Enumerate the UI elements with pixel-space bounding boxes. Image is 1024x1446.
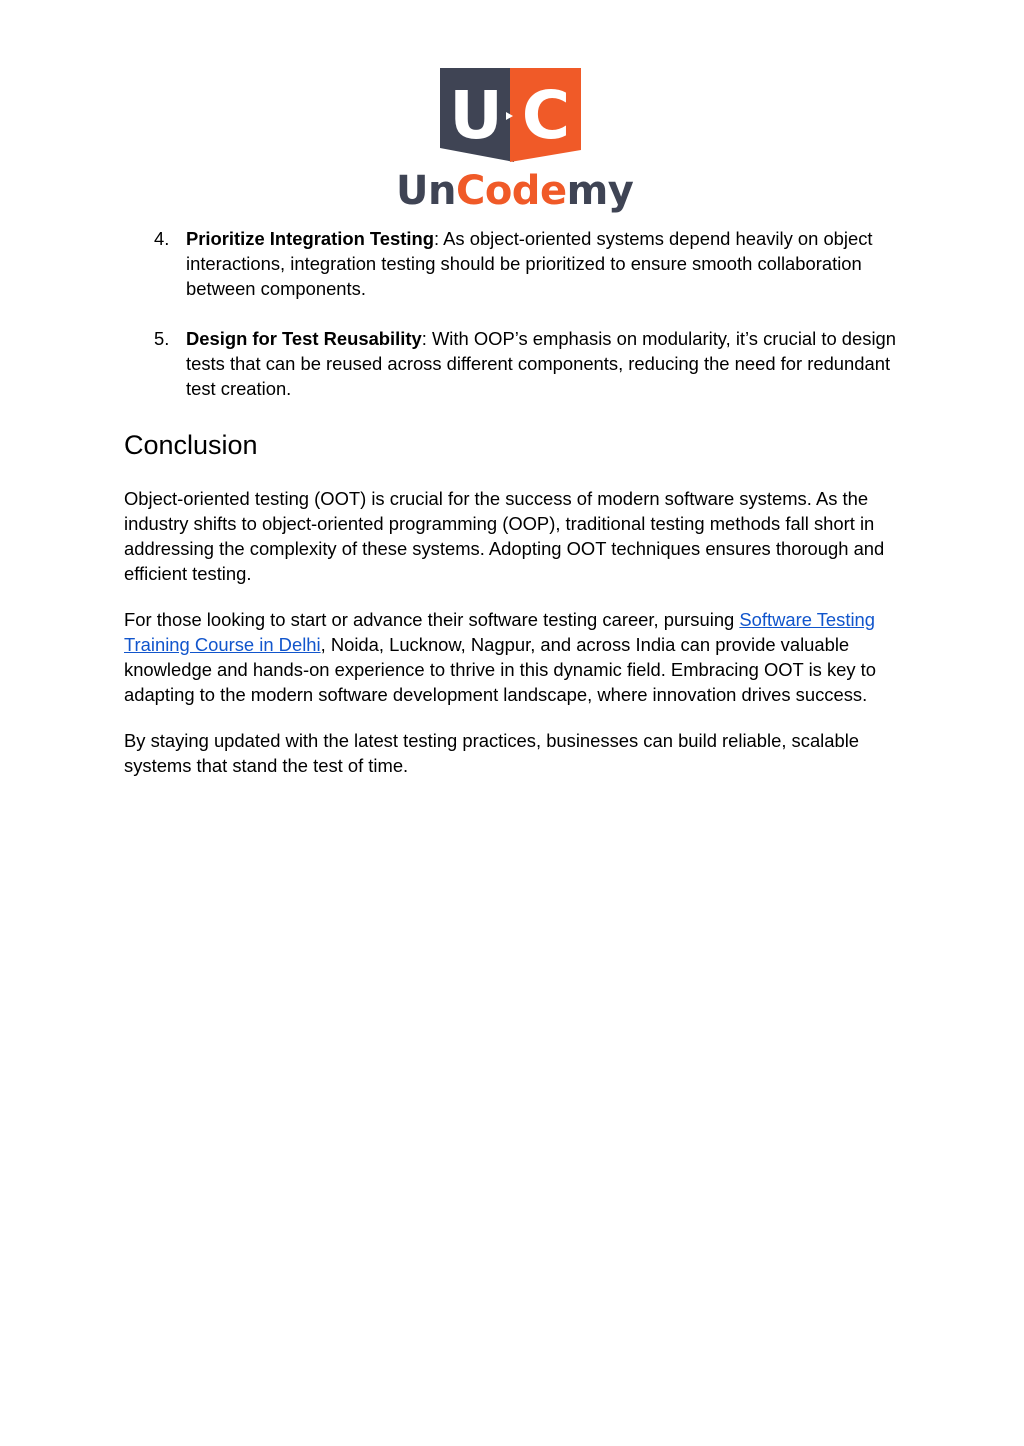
list-item-number: 4.	[154, 228, 170, 249]
numbered-list	[124, 226, 904, 401]
document-body	[124, 226, 904, 799]
wordmark-part-un: Un	[396, 168, 456, 214]
list-item-title: Prioritize Integration Testing	[186, 228, 434, 249]
section-heading: Conclusion	[124, 430, 258, 460]
list-item-number: 5.	[154, 328, 170, 349]
uncodemy-logo	[396, 66, 634, 216]
wordmark-part-code: Code	[455, 168, 567, 214]
list-item-title: Design for Test Reusability	[186, 328, 422, 349]
wordmark-part-my: my	[566, 168, 634, 214]
paragraph-course-after: , Noida, Lucknow, Nagpur, and across India can provide valuable knowledge and hands-on experience to thrive in this dynamic field. Embracing OOT is key to adapting to the modern software development landscape, where innovation drives success.	[124, 634, 877, 705]
list-item-text: : As object-oriented systems depend heavily on object interactions, integration testing should be prioritized to ensure smooth collaboration between components.	[186, 228, 873, 299]
paragraph-closing: By staying updated with the latest testing practices, businesses can build reliable, scalable systems that stand the test of time.	[124, 730, 860, 776]
list-item	[124, 326, 904, 401]
paragraph-intro: Object-oriented testing (OOT) is crucial for the success of modern software systems. As the industry shifts to object-oriented programming (OOP), traditional testing methods fall short in addressing the complexity of these systems. Adopting OOT techniques ensures thorough and efficient testing.	[124, 488, 885, 584]
list-item	[124, 226, 904, 301]
logo-emblem-icon	[396, 66, 628, 166]
logo-letter-left: U	[449, 77, 503, 154]
course-link[interactable]: Software Testing Training Course in Delhi	[124, 609, 876, 655]
paragraph-course-before: For those looking to start or advance their software testing career, pursuing	[124, 609, 740, 630]
list-item-text: : With OOP’s emphasis on modularity, it’s crucial to design tests that can be reused across different components, reducing the need for redundant test creation.	[186, 328, 896, 399]
logo-letter-right: C	[521, 77, 571, 154]
paragraph-course	[124, 607, 904, 707]
logo-wordmark	[396, 168, 634, 214]
